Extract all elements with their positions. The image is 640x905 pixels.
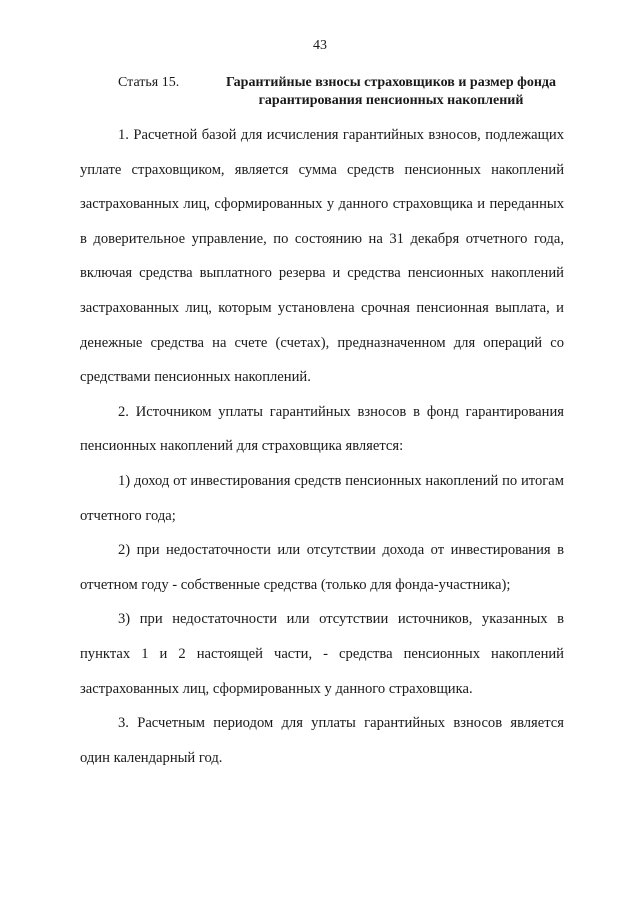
- paragraph-2-item-2: 2) при недостаточности или отсутствии дохода от инвестирования в отчетном году - собственные средства (только для фонда-участника);: [80, 542, 564, 593]
- paragraph-2-item-3: 3) при недостаточности или отсутствии источников, указанных в пунктах 1 и 2 настоящей части, - средства пенсионных накоплений застрахованных лиц, сформированных у данного страховщика.: [80, 611, 564, 697]
- article-body: [80, 118, 564, 775]
- page-number: 43: [313, 38, 327, 53]
- paragraph-3: 3. Расчетным периодом для уплаты гарантийных взносов является один календарный год.: [80, 715, 564, 766]
- article-title: Гарантийные взносы страховщиков и размер фонда гарантирования пенсионных накоплений: [225, 75, 556, 108]
- article-label: Статья 15.: [118, 75, 180, 90]
- paragraph-1: 1. Расчетной базой для исчисления гарантийных взносов, подлежащих уплате страховщиком, является сумма средств пенсионных накоплений застрахованных лиц, сформированных у данного страховщика и переданных в доверительное управление, по состоянию на 31 декабря отчетного года, включая средства выплатного резерва и средства пенсионных накоплений застрахованных лиц, которым установлена срочная пенсионная выплата, и денежные средства на счете (счетах), предназначенном для операций со средствами пенсионных накоплений.: [80, 127, 564, 386]
- paragraph-2-item-1: 1) доход от инвестирования средств пенсионных накоплений по итогам отчетного года;: [80, 472, 564, 524]
- paragraph-2: 2. Источником уплаты гарантийных взносов в фонд гарантирования пенсионных накоплений для страховщика является:: [80, 403, 564, 455]
